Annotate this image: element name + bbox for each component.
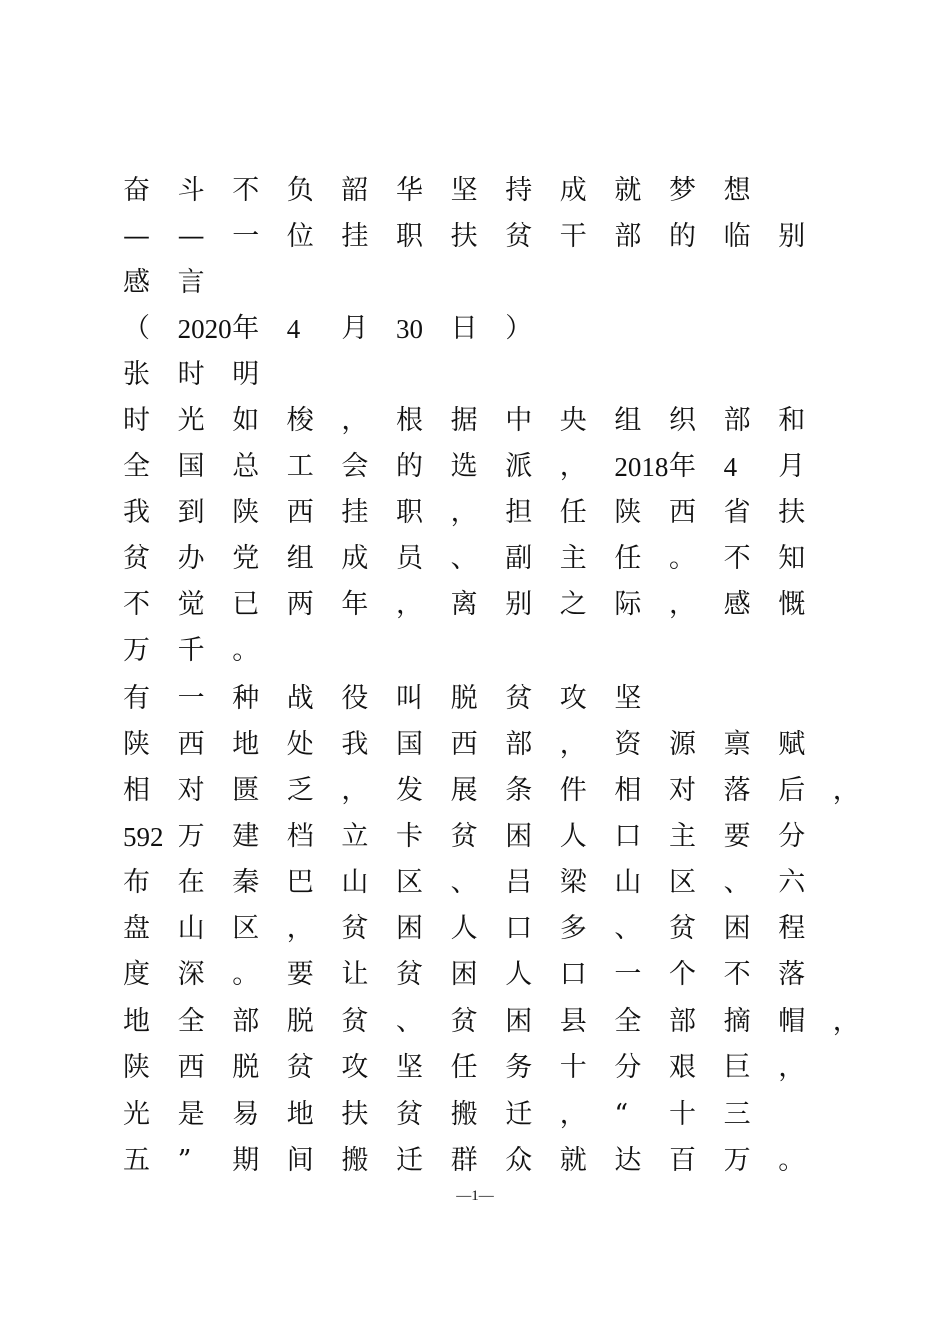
text-glyph: 困: [505, 1006, 533, 1037]
text-glyph: 西: [177, 729, 205, 760]
text-glyph: 档: [286, 821, 314, 852]
text-glyph: 年: [669, 451, 696, 482]
text-glyph: 相: [123, 775, 150, 806]
text-glyph: 一: [614, 959, 642, 990]
text-glyph: 处: [286, 729, 314, 760]
text-glyph: 光: [123, 1099, 150, 1130]
text-glyph: 张: [123, 359, 150, 390]
text-glyph: 省: [723, 497, 751, 528]
text-glyph: 月: [778, 451, 806, 482]
text-glyph: 职: [396, 497, 423, 528]
text-glyph: 592: [123, 822, 164, 852]
text-glyph: ，: [286, 913, 314, 944]
text-glyph: 对: [177, 775, 205, 806]
text-glyph: 西: [669, 497, 696, 528]
text-glyph: 万: [723, 1145, 751, 1176]
text-glyph: 区: [669, 867, 696, 898]
text-glyph: ，: [832, 775, 860, 806]
text-glyph: 坚: [614, 683, 642, 714]
text-glyph: 摘: [723, 1006, 751, 1037]
text-glyph: 一: [177, 683, 205, 714]
text-glyph: 之: [559, 589, 587, 620]
text-glyph: 4: [286, 314, 301, 344]
text-glyph: 贫: [450, 1006, 478, 1037]
text-glyph: 全: [614, 1006, 642, 1037]
text-glyph: 贫: [505, 221, 533, 252]
text-glyph: 不: [123, 589, 150, 620]
text-glyph: 国: [177, 451, 205, 482]
text-glyph: ，: [396, 589, 423, 620]
text-glyph: 十: [559, 1052, 587, 1083]
text-glyph: 的: [396, 451, 423, 482]
text-glyph: 攻: [559, 683, 587, 714]
text-glyph: 明: [232, 359, 260, 390]
text-glyph: 干: [559, 221, 587, 252]
text-glyph: 想: [723, 175, 751, 206]
text-glyph: 期: [232, 1145, 260, 1176]
text-glyph: 口: [614, 821, 642, 852]
text-glyph: 30: [396, 314, 423, 344]
text-glyph: 地: [123, 1006, 150, 1037]
text-glyph: 部: [505, 729, 533, 760]
text-glyph: 时: [177, 359, 205, 390]
text-glyph: 时: [123, 405, 150, 436]
text-glyph: 六: [778, 867, 806, 898]
text-glyph: 战: [286, 683, 314, 714]
text-glyph: 组: [614, 405, 642, 436]
text-glyph: 乏: [286, 775, 314, 806]
text-glyph: 、: [614, 913, 642, 944]
text-glyph: 任: [559, 497, 587, 528]
text-glyph: 要: [286, 959, 314, 990]
text-glyph: 奋: [123, 175, 150, 206]
text-glyph: 分: [614, 1052, 642, 1083]
text-glyph: 两: [286, 589, 314, 620]
text-glyph: 叫: [396, 683, 423, 714]
text-glyph: 梁: [559, 867, 587, 898]
text-glyph: 贫: [450, 821, 478, 852]
text-glyph: 职: [396, 221, 423, 252]
text-glyph: 禀: [723, 729, 751, 760]
text-glyph: 离: [450, 589, 478, 620]
text-glyph: 2020: [177, 314, 232, 344]
text-glyph: 地: [286, 1099, 314, 1130]
text-glyph: 陕: [123, 729, 150, 760]
text-glyph: 到: [177, 497, 205, 528]
text-glyph: 4: [723, 452, 738, 482]
text-glyph: ，: [559, 729, 587, 760]
text-glyph: 斗: [177, 175, 205, 206]
text-glyph: 口: [559, 959, 587, 990]
text-glyph: 任: [450, 1052, 478, 1083]
text-glyph: 迁: [505, 1099, 533, 1130]
text-glyph: 多: [559, 913, 587, 944]
text-glyph: 让: [341, 959, 369, 990]
text-glyph: ）: [505, 313, 533, 344]
text-glyph: 位: [286, 221, 314, 252]
text-glyph: ”: [177, 1145, 192, 1176]
text-glyph: 我: [123, 497, 150, 528]
text-glyph: 扶: [778, 497, 806, 528]
text-glyph: “: [614, 1099, 629, 1130]
text-glyph: 件: [559, 775, 587, 806]
text-glyph: 脱: [232, 1052, 260, 1083]
text-glyph: 秦: [232, 867, 260, 898]
text-glyph: 部: [723, 405, 751, 436]
text-glyph: 扶: [450, 221, 478, 252]
text-glyph: 感: [723, 589, 751, 620]
text-glyph: —: [177, 221, 205, 252]
text-glyph: 梭: [286, 405, 314, 436]
text-glyph: 困: [723, 913, 751, 944]
text-glyph: 达: [614, 1145, 642, 1176]
text-glyph: 搬: [341, 1145, 369, 1176]
text-glyph: 、: [396, 1006, 423, 1037]
text-glyph: 百: [669, 1145, 696, 1176]
text-glyph: 山: [614, 867, 642, 898]
text-glyph: 感: [123, 267, 150, 298]
text-glyph: 贫: [669, 913, 696, 944]
text-glyph: 觉: [177, 589, 205, 620]
text-glyph: 度: [123, 959, 150, 990]
text-glyph: 相: [614, 775, 642, 806]
text-glyph: 人: [450, 913, 478, 944]
text-glyph: 落: [778, 959, 806, 990]
text-glyph: 陕: [614, 497, 642, 528]
text-glyph: 五: [123, 1145, 150, 1176]
text-glyph: 贫: [396, 1099, 423, 1130]
text-glyph: 担: [505, 497, 533, 528]
text-glyph: 山: [341, 867, 369, 898]
text-glyph: 的: [669, 221, 696, 252]
text-glyph: 光: [177, 405, 205, 436]
text-glyph: 就: [559, 1145, 587, 1176]
text-glyph: 央: [559, 405, 587, 436]
text-glyph: 中: [505, 405, 533, 436]
text-glyph: 条: [505, 775, 533, 806]
text-glyph: 县: [559, 1006, 587, 1037]
text-glyph: 总: [232, 451, 260, 482]
text-glyph: 言: [177, 267, 205, 298]
text-glyph: 部: [614, 221, 642, 252]
text-glyph: ，: [341, 775, 369, 806]
text-glyph: 个: [669, 959, 696, 990]
text-glyph: 贫: [286, 1052, 314, 1083]
text-glyph: 巴: [286, 867, 314, 898]
text-glyph: 资: [614, 729, 642, 760]
text-glyph: 如: [232, 405, 260, 436]
text-glyph: 坚: [450, 175, 478, 206]
text-glyph: 脱: [450, 683, 478, 714]
text-glyph: 务: [505, 1052, 533, 1083]
text-glyph: 成: [341, 543, 369, 574]
text-glyph: 役: [341, 683, 369, 714]
text-glyph: 际: [614, 589, 642, 620]
text-glyph: 口: [505, 913, 533, 944]
text-glyph: 扶: [341, 1099, 369, 1130]
text-glyph: 贫: [396, 959, 423, 990]
text-glyph: 十: [669, 1099, 696, 1130]
text-glyph: 坚: [396, 1052, 423, 1083]
text-glyph: ，: [778, 1052, 806, 1083]
text-glyph: 别: [778, 221, 806, 252]
text-glyph: 主: [669, 821, 696, 852]
text-glyph: 派: [505, 451, 533, 482]
text-glyph: 临: [723, 221, 751, 252]
text-glyph: 区: [232, 913, 260, 944]
text-glyph: 日: [450, 313, 478, 344]
text-glyph: 挂: [341, 221, 369, 252]
text-glyph: 。: [232, 635, 260, 666]
text-glyph: 立: [341, 821, 369, 852]
text-glyph: 不: [723, 959, 751, 990]
text-glyph: 建: [232, 821, 260, 852]
text-glyph: 2018: [614, 452, 669, 482]
text-glyph: 困: [450, 959, 478, 990]
text-glyph: 会: [341, 451, 369, 482]
text-glyph: 是: [177, 1099, 205, 1130]
text-glyph: （: [123, 313, 150, 344]
text-glyph: 群: [450, 1145, 478, 1176]
text-glyph: 对: [669, 775, 696, 806]
text-glyph: 组: [286, 543, 314, 574]
text-glyph: 副: [505, 543, 533, 574]
text-glyph: 陕: [232, 497, 260, 528]
text-glyph: 全: [177, 1006, 205, 1037]
text-glyph: 人: [505, 959, 533, 990]
text-glyph: 贫: [505, 683, 533, 714]
text-glyph: 。: [669, 543, 696, 574]
text-glyph: 别: [505, 589, 533, 620]
text-glyph: 易: [232, 1099, 260, 1130]
text-glyph: 、: [723, 867, 751, 898]
text-glyph: 万: [177, 821, 205, 852]
text-glyph: 发: [396, 775, 423, 806]
text-glyph: 程: [778, 913, 806, 944]
text-glyph: ，: [832, 1006, 860, 1037]
text-glyph: 西: [177, 1052, 205, 1083]
text-glyph: ，: [450, 497, 478, 528]
text-glyph: 、: [450, 867, 478, 898]
text-glyph: 知: [778, 543, 806, 574]
text-glyph: 展: [450, 775, 478, 806]
text-glyph: 党: [232, 543, 260, 574]
text-glyph: 分: [778, 821, 806, 852]
text-glyph: 盘: [123, 913, 150, 944]
text-glyph: 选: [450, 451, 478, 482]
text-glyph: 吕: [505, 867, 533, 898]
text-glyph: 三: [723, 1099, 751, 1130]
text-glyph: —: [123, 221, 150, 252]
text-glyph: 众: [505, 1145, 533, 1176]
text-glyph: 山: [177, 913, 205, 944]
text-glyph: 西: [450, 729, 478, 760]
text-glyph: 在: [177, 867, 205, 898]
text-glyph: 千: [177, 635, 205, 666]
text-glyph: 负: [286, 175, 314, 206]
text-glyph: 种: [232, 683, 260, 714]
text-glyph: 赋: [778, 729, 806, 760]
text-glyph: 月: [341, 313, 369, 344]
text-glyph: 区: [396, 867, 423, 898]
text-glyph: 后: [778, 775, 806, 806]
text-glyph: 落: [723, 775, 751, 806]
text-glyph: 陕: [123, 1052, 150, 1083]
text-glyph: 攻: [341, 1052, 369, 1083]
text-glyph: 韶: [341, 175, 369, 206]
text-glyph: 不: [723, 543, 751, 574]
text-glyph: 万: [123, 635, 150, 666]
text-glyph: 困: [505, 821, 533, 852]
text-glyph: 搬: [450, 1099, 478, 1130]
page-number: —1—: [456, 1188, 494, 1204]
text-glyph: 。: [778, 1145, 806, 1176]
text-glyph: 、: [450, 543, 478, 574]
text-glyph: 源: [669, 729, 696, 760]
text-glyph: 全: [123, 451, 150, 482]
text-glyph: 据: [450, 405, 478, 436]
text-glyph: 我: [341, 729, 369, 760]
text-glyph: 织: [669, 405, 696, 436]
text-glyph: 有: [123, 683, 150, 714]
text-glyph: 匮: [232, 775, 260, 806]
text-glyph: 卡: [396, 821, 423, 852]
text-glyph: 艰: [669, 1052, 696, 1083]
text-glyph: 办: [177, 543, 205, 574]
text-glyph: 要: [723, 821, 751, 852]
text-glyph: 布: [123, 867, 150, 898]
text-glyph: 部: [232, 1006, 260, 1037]
text-glyph: 年: [232, 313, 260, 344]
text-glyph: 华: [396, 175, 423, 206]
text-glyph: 国: [396, 729, 423, 760]
text-glyph: ，: [559, 1099, 587, 1130]
text-glyph: 地: [232, 729, 260, 760]
text-glyph: 就: [614, 175, 642, 206]
text-glyph: 部: [669, 1006, 696, 1037]
text-glyph: 脱: [286, 1006, 314, 1037]
text-glyph: 持: [505, 175, 533, 206]
text-glyph: 梦: [669, 175, 696, 206]
text-glyph: 西: [286, 497, 314, 528]
text-glyph: 根: [396, 405, 423, 436]
text-glyph: 慨: [778, 589, 806, 620]
text-glyph: 工: [286, 451, 314, 482]
text-glyph: 间: [286, 1145, 314, 1176]
text-glyph: 巨: [723, 1052, 751, 1083]
text-glyph: 人: [559, 821, 587, 852]
text-glyph: 深: [177, 959, 205, 990]
text-glyph: 一: [232, 221, 260, 252]
text-glyph: 成: [559, 175, 587, 206]
text-glyph: 任: [614, 543, 642, 574]
text-glyph: 贫: [123, 543, 150, 574]
text-glyph: 已: [232, 589, 260, 620]
text-glyph: 和: [778, 405, 806, 436]
text-glyph: ，: [559, 451, 587, 482]
text-glyph: 贫: [341, 1006, 369, 1037]
text-glyph: 挂: [341, 497, 369, 528]
text-glyph: 主: [559, 543, 587, 574]
text-glyph: ，: [669, 589, 696, 620]
text-glyph: 年: [341, 589, 369, 620]
text-glyph: 困: [396, 913, 423, 944]
text-glyph: 帽: [778, 1006, 806, 1037]
text-glyph: 。: [232, 959, 260, 990]
text-glyph: 不: [232, 175, 260, 206]
text-glyph: ，: [341, 405, 369, 436]
text-glyph: 迁: [396, 1145, 423, 1176]
text-glyph: 贫: [341, 913, 369, 944]
text-glyph: 员: [396, 543, 423, 574]
